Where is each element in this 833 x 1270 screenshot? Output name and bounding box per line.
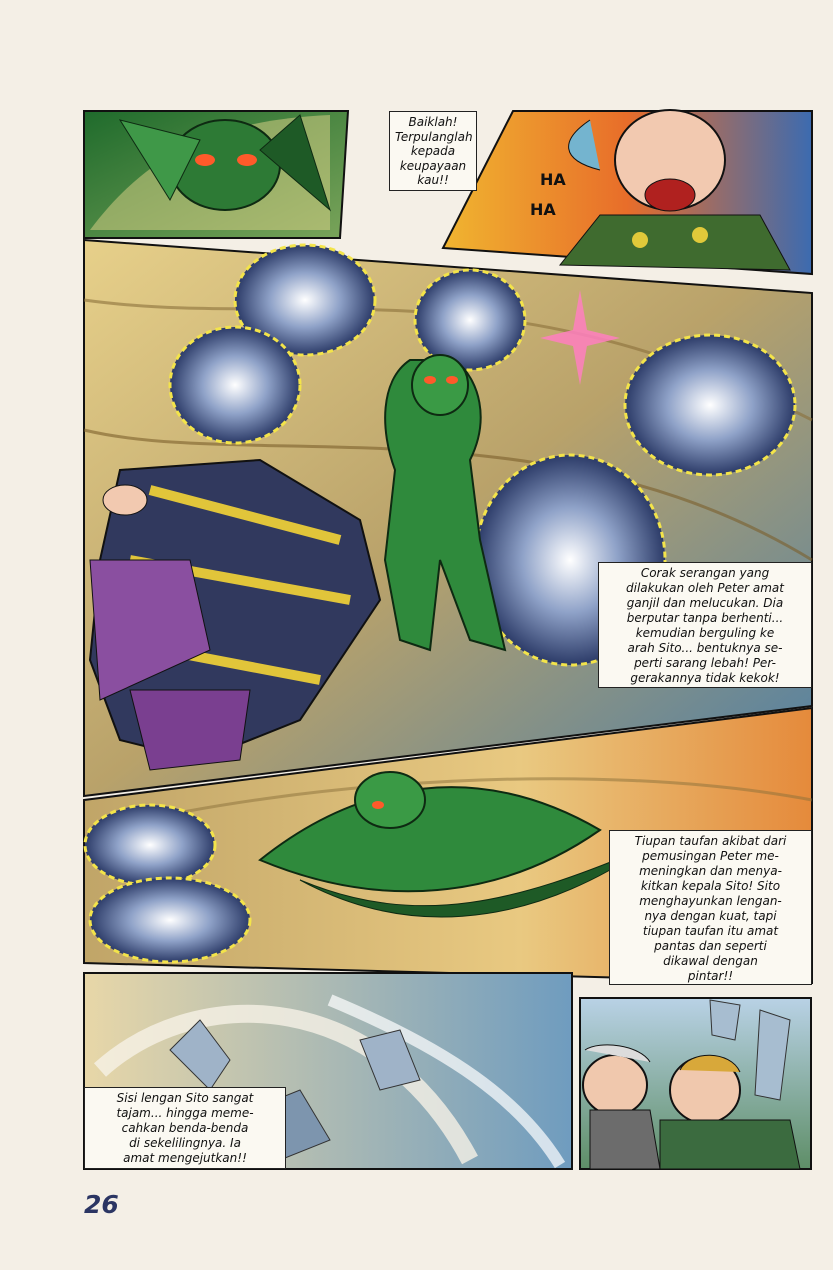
panel-mantis-closeup bbox=[84, 111, 348, 238]
sfx-ha-1: HA bbox=[540, 170, 566, 189]
page-number: 26 bbox=[84, 1190, 119, 1219]
panel-whirlwind-attack bbox=[84, 240, 812, 796]
sfx-ha-2: HA bbox=[530, 200, 556, 219]
panel-shocked-onlookers bbox=[580, 998, 811, 1169]
panel-laughing-man bbox=[443, 110, 812, 274]
caption-speech-baiklah: Baiklah! Terpulanglah kepada keupayaan kau!! bbox=[389, 111, 477, 191]
caption-sharp-arm: Sisi lengan Sito sangat tajam... hingga meme- cahkan benda-benda di sekelilingnya. Ia amat mengejutkan!! bbox=[84, 1087, 286, 1169]
caption-attack-pattern: Corak serangan yang dilakukan oleh Peter amat ganjil dan melucukan. Dia berputar tanpa berhenti... kemudian berguling ke arah Sito... bentuknya se- perti sarang lebah! Per- gerakannya tidak kekok! bbox=[598, 562, 812, 688]
caption-whirlwind: Tiupan taufan akibat dari pemusingan Peter me- meningkan dan menya- kitkan kepala Sito! Sito menghayunkan lengan- nya dengan kuat, tapi tiupan taufan itu amat pantas dan seperti dikawal dengan pintar!! bbox=[609, 830, 812, 985]
